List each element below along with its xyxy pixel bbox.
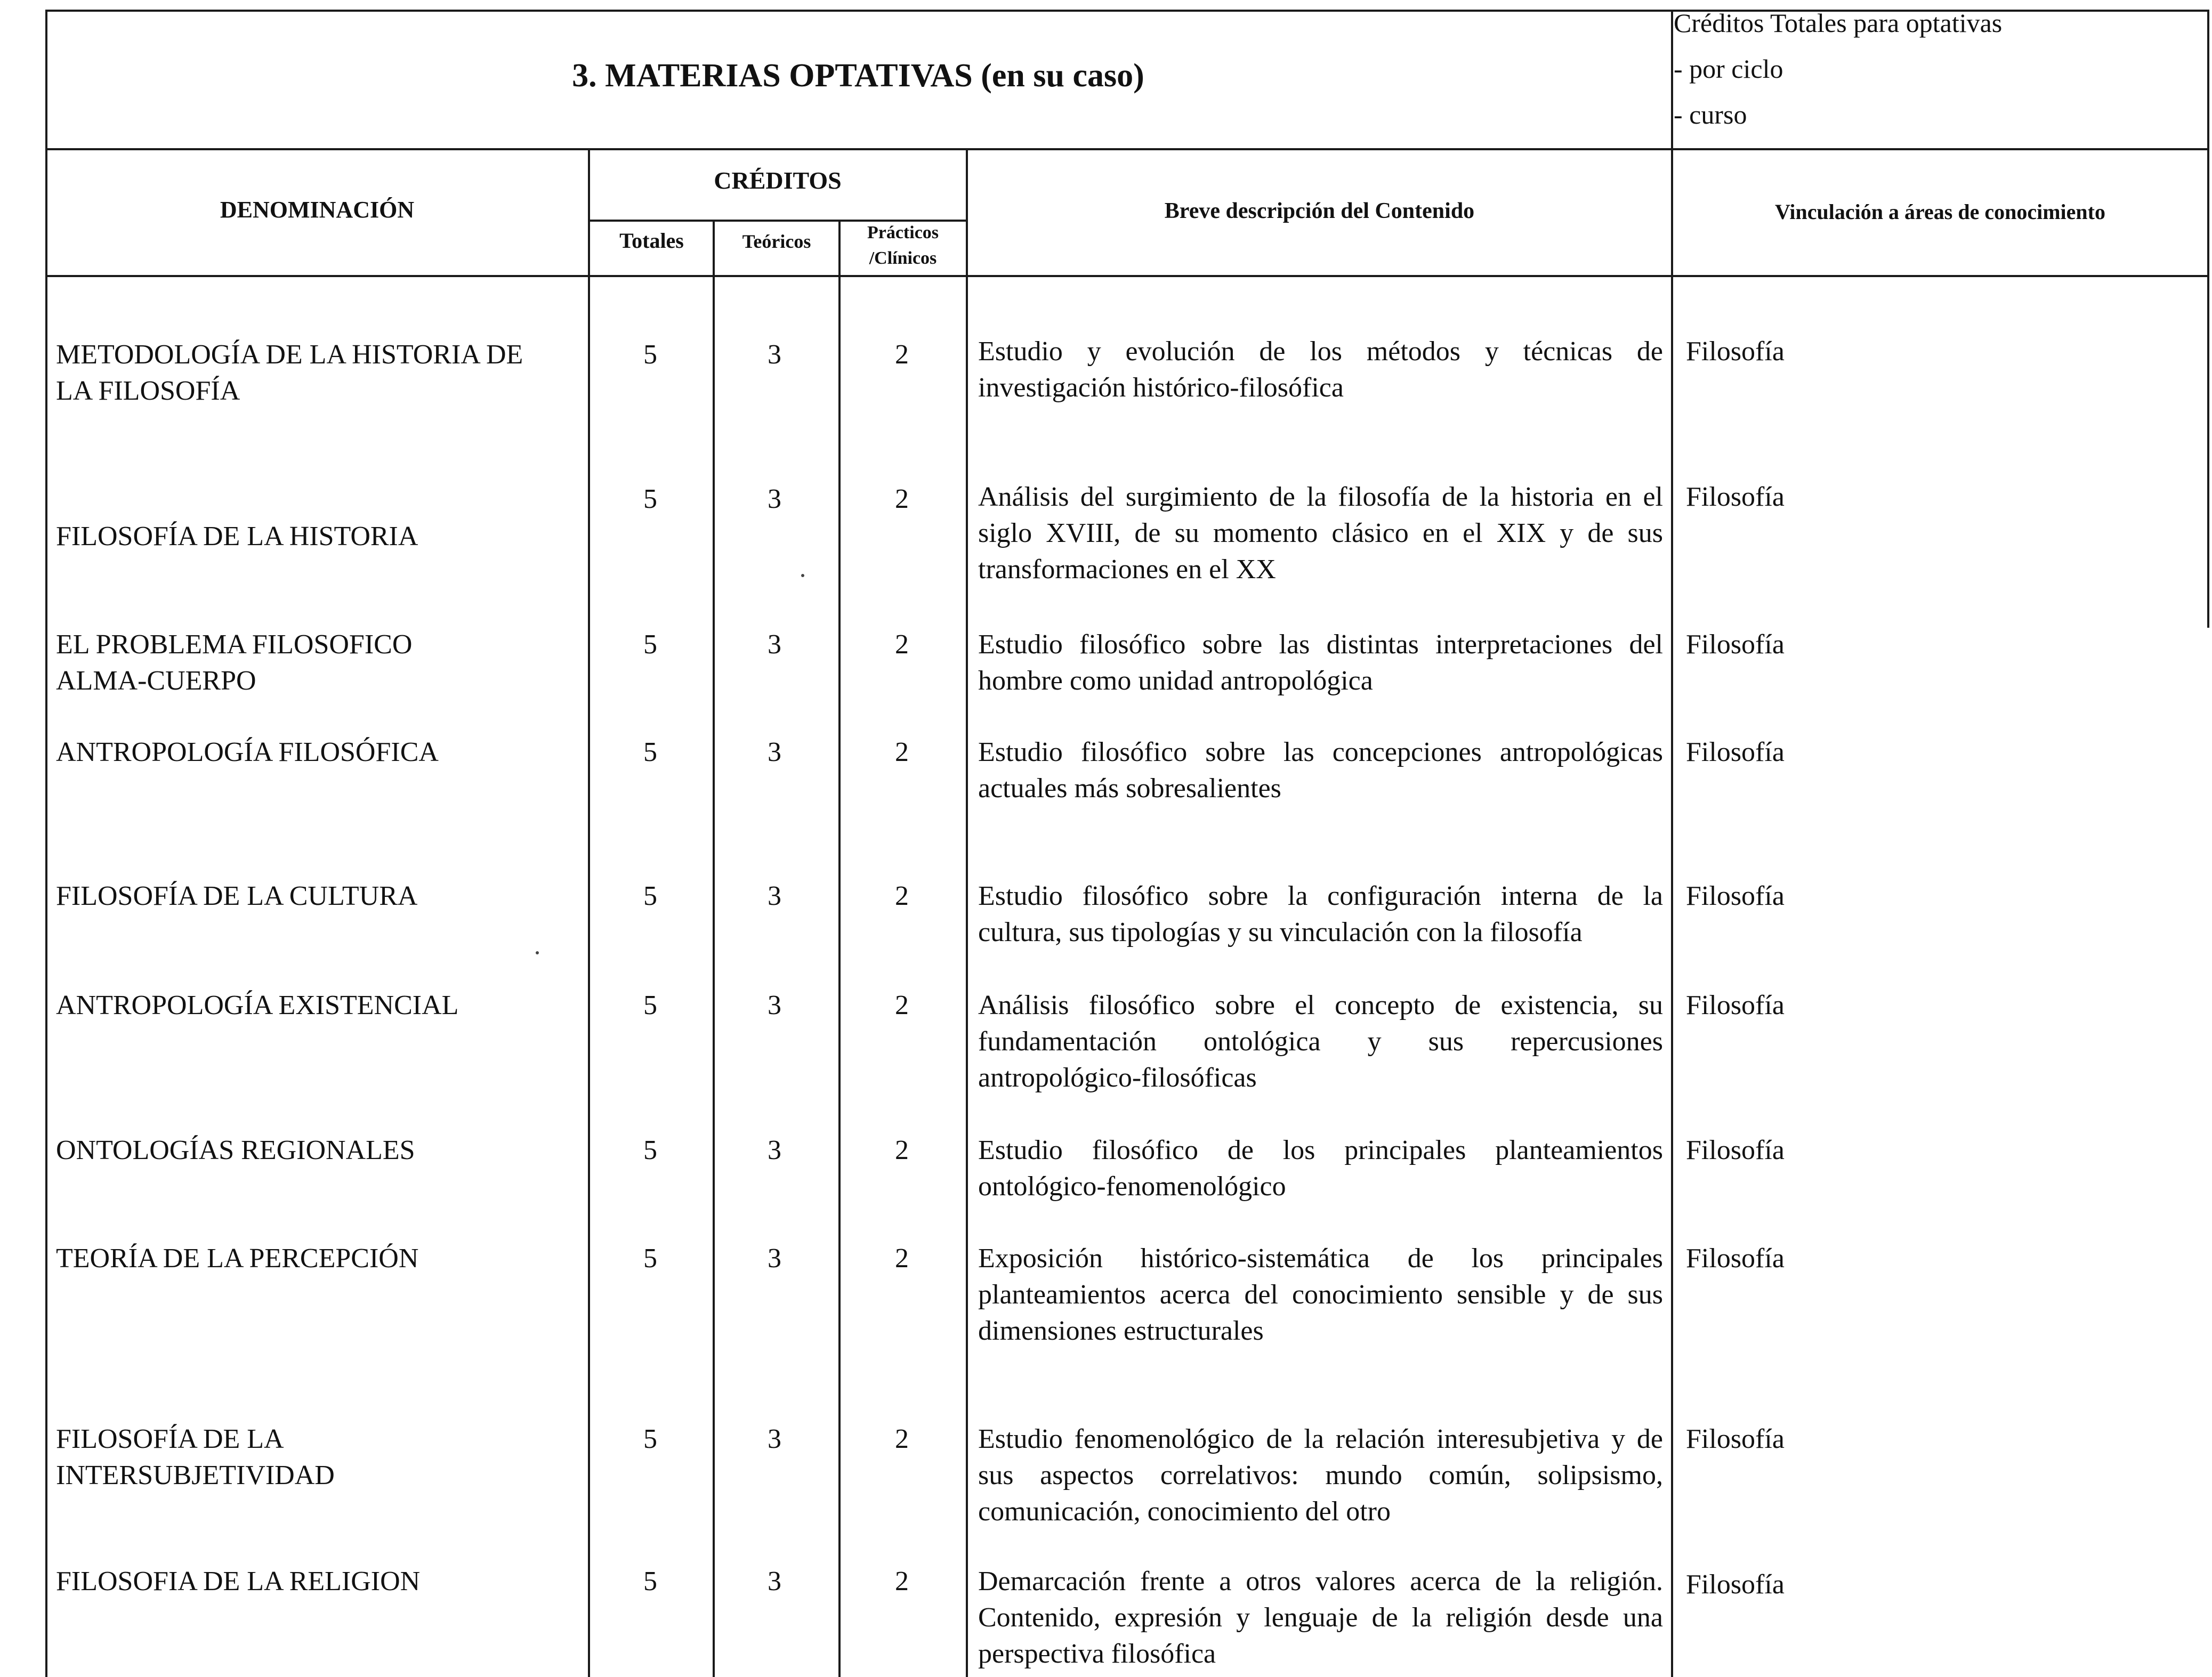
totales-cell: 5: [643, 339, 657, 370]
vinculacion-header: Vinculación a áreas de conocimiento: [1775, 200, 2105, 224]
area-cell: Filosofía: [1686, 482, 1785, 512]
denominacion-cell: ONTOLOGÍAS REGIONALES: [56, 1135, 415, 1165]
area-cell: Filosofía: [1686, 1569, 1785, 1600]
practicos-cell: 2: [895, 737, 909, 767]
denominacion-cell: FILOSOFÍA DE LA CULTURA: [56, 881, 418, 911]
denominacion-header: DENOMINACIÓN: [220, 197, 415, 223]
practicos-cell: 2: [895, 1424, 909, 1454]
teoricos-cell: 3: [768, 629, 781, 660]
practicos-cell: 2: [895, 1566, 909, 1597]
denominacion-cell: ANTROPOLOGÍA EXISTENCIAL: [56, 990, 459, 1020]
credits-curso-line: - curso: [1674, 100, 1747, 129]
practicos-cell: 2: [895, 1135, 909, 1165]
practicos-cell: 2: [895, 339, 909, 370]
credits-ciclo-line: - por ciclo: [1674, 54, 1783, 84]
credits-totales-line: Créditos Totales para optativas: [1674, 8, 2003, 38]
totales-cell: 5: [643, 1566, 657, 1597]
descripcion-cell: Demarcación frente a otros valores acerca de la religión. Contenido, expresión y lenguaje de la religión desde una perspectiva filosófica: [978, 1566, 1663, 1669]
teoricos-cell: 3: [768, 1243, 781, 1274]
teoricos-column-rule: [838, 220, 841, 1677]
practicos-cell: 2: [895, 881, 909, 911]
denominacion-cell: ANTROPOLOGÍA FILOSÓFICA: [56, 737, 439, 767]
totales-cell: 5: [643, 737, 657, 767]
denominacion-cell: EL PROBLEMA FILOSOFICO ALMA-CUERPO: [56, 629, 413, 696]
descripcion-cell: Análisis del surgimiento de la filosofía de la historia en el siglo XVIII, de su momento clásico en el XIX y de sus transformaciones en el XX: [978, 482, 1663, 585]
teoricos-cell: 3: [768, 1424, 781, 1454]
descripcion-column-rule: [1671, 10, 1673, 1677]
area-cell: Filosofía: [1686, 1424, 1785, 1454]
practicos-cell: 2: [895, 1243, 909, 1274]
totales-cell: 5: [643, 484, 657, 514]
teoricos-cell: 3: [768, 339, 781, 370]
area-cell: Filosofía: [1686, 881, 1785, 911]
scan-speck: [801, 574, 804, 577]
denominacion-column-rule: [588, 148, 590, 1677]
descripcion-cell: Exposición histórico-sistemática de los principales planteamientos acerca del conocimiento sensible y de sus dimensiones estructurales: [978, 1243, 1663, 1346]
descripcion-cell: Estudio filosófico sobre la configuración interna de la cultura, sus tipologías y su vinculación con la filosofía: [978, 881, 1663, 947]
totales-cell: 5: [643, 629, 657, 660]
creditos-divider: [589, 220, 967, 222]
practicos-cell: 2: [895, 990, 909, 1020]
scan-speck: [536, 951, 539, 954]
area-cell: Filosofía: [1686, 1135, 1785, 1165]
creditos-column-rule: [966, 148, 968, 1677]
totales-column-rule: [713, 220, 715, 1677]
teoricos-cell: 3: [768, 484, 781, 514]
table-left-border: [45, 10, 47, 1677]
area-cell: Filosofía: [1686, 629, 1785, 660]
teoricos-cell: 3: [768, 990, 781, 1020]
practicos-header-line1: Prácticos: [867, 223, 939, 242]
teoricos-cell: 3: [768, 881, 781, 911]
totales-cell: 5: [643, 1424, 657, 1454]
totales-cell: 5: [643, 1135, 657, 1165]
denominacion-cell: METODOLOGÍA DE LA HISTORIA DE LA FILOSOFÍA: [56, 339, 523, 406]
practicos-cell: 2: [895, 484, 909, 514]
denominacion-cell: FILOSOFÍA DE LA HISTORIA: [56, 521, 418, 552]
totales-cell: 5: [643, 1243, 657, 1274]
table-right-border: [2207, 10, 2209, 628]
totales-cell: 5: [643, 990, 657, 1020]
totales-header: Totales: [619, 229, 684, 253]
descripcion-cell: Análisis filosófico sobre el concepto de existencia, su fundamentación ontológica y sus repercusiones antropológico-filosóficas: [978, 990, 1663, 1093]
teoricos-cell: 3: [768, 1566, 781, 1597]
practicos-cell: 2: [895, 629, 909, 660]
area-cell: Filosofía: [1686, 737, 1785, 767]
descripcion-cell: Estudio filosófico de los principales planteamientos ontológico-fenomenológico: [978, 1135, 1663, 1202]
creditos-header: CRÉDITOS: [714, 167, 842, 194]
denominacion-cell: FILOSOFÍA DE LA INTERSUBJETIVIDAD: [56, 1424, 335, 1490]
descripcion-header: Breve descripción del Contenido: [1164, 199, 1475, 223]
area-cell: Filosofía: [1686, 990, 1785, 1020]
column-head-bottom: [45, 275, 2209, 277]
descripcion-cell: Estudio fenomenológico de la relación interesubjetiva y de sus aspectos correlativos: mundo común, solipsismo, comunicación, conocimiento del otro: [978, 1424, 1663, 1527]
area-cell: Filosofía: [1686, 1243, 1785, 1274]
section-title: 3. MATERIAS OPTATIVAS (en su caso): [572, 58, 1144, 94]
teoricos-cell: 3: [768, 1135, 781, 1165]
denominacion-cell: TEORÍA DE LA PERCEPCIÓN: [56, 1243, 419, 1274]
credits-totales-box: [1674, 0, 2196, 137]
teoricos-cell: 3: [768, 737, 781, 767]
descripcion-cell: Estudio filosófico sobre las concepciones antropológicas actuales más sobresalientes: [978, 737, 1663, 804]
totales-cell: 5: [643, 881, 657, 911]
descripcion-cell: Estudio filosófico sobre las distintas interpretaciones del hombre como unidad antropológica: [978, 629, 1663, 696]
header-divider: [45, 148, 2209, 150]
teoricos-header: Teóricos: [742, 231, 811, 252]
descripcion-cell: Estudio y evolución de los métodos y técnicas de investigación histórico-filosófica: [978, 336, 1663, 403]
practicos-header-line2: /Clínicos: [869, 248, 937, 268]
area-cell: Filosofía: [1686, 336, 1785, 367]
denominacion-cell: FILOSOFIA DE LA RELIGION: [56, 1566, 421, 1597]
